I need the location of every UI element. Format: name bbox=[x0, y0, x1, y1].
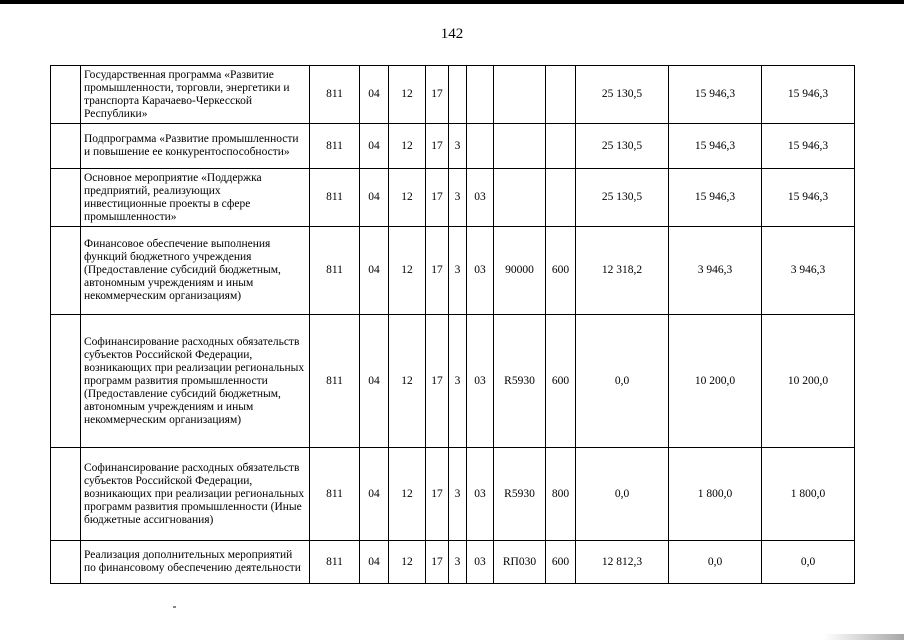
scan-shadow bbox=[824, 634, 904, 640]
table-row bbox=[51, 124, 855, 169]
row-number-cell bbox=[51, 169, 81, 227]
amount-3-cell: 15 946,3 bbox=[762, 169, 855, 227]
event-code-cell: 03 bbox=[467, 541, 494, 584]
ministry-code-cell: 811 bbox=[310, 541, 360, 584]
expense-type-cell bbox=[546, 169, 576, 227]
amount-3-cell: 0,0 bbox=[762, 541, 855, 584]
section-code-cell: 04 bbox=[360, 541, 389, 584]
program-code-cell: 17 bbox=[426, 315, 449, 448]
subprogram-code-cell: 3 bbox=[449, 448, 467, 541]
amount-3-cell: 1 800,0 bbox=[762, 448, 855, 541]
expense-type-cell: 600 bbox=[546, 541, 576, 584]
amount-1-cell: 12 318,2 bbox=[576, 227, 669, 315]
ministry-code-cell: 811 bbox=[310, 169, 360, 227]
item-name-cell: Софинансирование расходных обязательств субъектов Российской Федерации, возникающих при реализации региональных программ развития промышленности (Предоставление субсидий бюджетным, автономным учреждениям и иным некоммерческим организациям) bbox=[81, 315, 310, 448]
subsection-code-cell: 12 bbox=[389, 448, 426, 541]
item-name-cell: Реализация дополнительных мероприятий по финансовому обеспечению деятельности bbox=[81, 541, 310, 584]
program-code-cell: 17 bbox=[426, 541, 449, 584]
direction-code-cell: R5930 bbox=[494, 448, 546, 541]
subprogram-code-cell bbox=[449, 66, 467, 124]
program-code-cell: 17 bbox=[426, 448, 449, 541]
amount-2-cell: 15 946,3 bbox=[669, 124, 762, 169]
program-code-cell: 17 bbox=[426, 124, 449, 169]
event-code-cell bbox=[467, 66, 494, 124]
direction-code-cell: 90000 bbox=[494, 227, 546, 315]
table-row bbox=[51, 169, 855, 227]
amount-2-cell: 1 800,0 bbox=[669, 448, 762, 541]
top-border-rule bbox=[0, 0, 904, 4]
amount-1-cell: 12 812,3 bbox=[576, 541, 669, 584]
amount-3-cell: 15 946,3 bbox=[762, 66, 855, 124]
direction-code-cell bbox=[494, 124, 546, 169]
amount-1-cell: 25 130,5 bbox=[576, 169, 669, 227]
section-code-cell: 04 bbox=[360, 227, 389, 315]
direction-code-cell: RП030 bbox=[494, 541, 546, 584]
amount-1-cell: 25 130,5 bbox=[576, 124, 669, 169]
amount-1-cell: 0,0 bbox=[576, 448, 669, 541]
scan-speck bbox=[173, 606, 176, 608]
amount-2-cell: 3 946,3 bbox=[669, 227, 762, 315]
program-code-cell: 17 bbox=[426, 66, 449, 124]
ministry-code-cell: 811 bbox=[310, 66, 360, 124]
row-number-cell bbox=[51, 124, 81, 169]
item-name-cell: Софинансирование расходных обязательств субъектов Российской Федерации, возникающих при реализации региональных программ развития промышленности (Иные бюджетные ассигнования) bbox=[81, 448, 310, 541]
row-number-cell bbox=[51, 66, 81, 124]
row-number-cell bbox=[51, 227, 81, 315]
table-row bbox=[51, 66, 855, 124]
program-code-cell: 17 bbox=[426, 227, 449, 315]
event-code-cell: 03 bbox=[467, 227, 494, 315]
row-number-cell bbox=[51, 315, 81, 448]
amount-2-cell: 15 946,3 bbox=[669, 169, 762, 227]
item-name-cell: Основное мероприятие «Поддержка предприятий, реализующих инвестиционные проекты в сфере промышленности» bbox=[81, 169, 310, 227]
subsection-code-cell: 12 bbox=[389, 227, 426, 315]
expense-type-cell: 800 bbox=[546, 448, 576, 541]
subsection-code-cell: 12 bbox=[389, 315, 426, 448]
event-code-cell bbox=[467, 124, 494, 169]
section-code-cell: 04 bbox=[360, 448, 389, 541]
amount-2-cell: 0,0 bbox=[669, 541, 762, 584]
item-name-cell: Подпрограмма «Развитие промышленности и повышение ее конкурентоспособности» bbox=[81, 124, 310, 169]
amount-1-cell: 25 130,5 bbox=[576, 66, 669, 124]
section-code-cell: 04 bbox=[360, 66, 389, 124]
event-code-cell: 03 bbox=[467, 448, 494, 541]
subprogram-code-cell: 3 bbox=[449, 169, 467, 227]
expense-type-cell: 600 bbox=[546, 227, 576, 315]
expense-type-cell: 600 bbox=[546, 315, 576, 448]
amount-3-cell: 3 946,3 bbox=[762, 227, 855, 315]
ministry-code-cell: 811 bbox=[310, 227, 360, 315]
section-code-cell: 04 bbox=[360, 169, 389, 227]
section-code-cell: 04 bbox=[360, 124, 389, 169]
table-row bbox=[51, 315, 855, 448]
subprogram-code-cell: 3 bbox=[449, 124, 467, 169]
subsection-code-cell: 12 bbox=[389, 169, 426, 227]
table-row bbox=[51, 227, 855, 315]
table-row bbox=[51, 448, 855, 541]
subsection-code-cell: 12 bbox=[389, 66, 426, 124]
event-code-cell: 03 bbox=[467, 169, 494, 227]
amount-1-cell: 0,0 bbox=[576, 315, 669, 448]
direction-code-cell bbox=[494, 66, 546, 124]
subprogram-code-cell: 3 bbox=[449, 227, 467, 315]
ministry-code-cell: 811 bbox=[310, 315, 360, 448]
amount-3-cell: 10 200,0 bbox=[762, 315, 855, 448]
subsection-code-cell: 12 bbox=[389, 541, 426, 584]
page-number: 142 bbox=[440, 26, 464, 42]
subsection-code-cell: 12 bbox=[389, 124, 426, 169]
expense-type-cell bbox=[546, 124, 576, 169]
item-name-cell: Финансовое обеспечение выполнения функций бюджетного учреждения (Предоставление субсидий бюджетным, автономным учреждениям и иным некоммерческим организациям) bbox=[81, 227, 310, 315]
direction-code-cell: R5930 bbox=[494, 315, 546, 448]
budget-table bbox=[50, 65, 855, 584]
amount-3-cell: 15 946,3 bbox=[762, 124, 855, 169]
amount-2-cell: 10 200,0 bbox=[669, 315, 762, 448]
table-row bbox=[51, 541, 855, 584]
expense-type-cell bbox=[546, 66, 576, 124]
subprogram-code-cell: 3 bbox=[449, 315, 467, 448]
subprogram-code-cell: 3 bbox=[449, 541, 467, 584]
ministry-code-cell: 811 bbox=[310, 124, 360, 169]
item-name-cell: Государственная программа «Развитие промышленности, торговли, энергетики и транспорта Карачаево-Черкесской Республики» bbox=[81, 66, 310, 124]
amount-2-cell: 15 946,3 bbox=[669, 66, 762, 124]
direction-code-cell bbox=[494, 169, 546, 227]
event-code-cell: 03 bbox=[467, 315, 494, 448]
row-number-cell bbox=[51, 541, 81, 584]
row-number-cell bbox=[51, 448, 81, 541]
ministry-code-cell: 811 bbox=[310, 448, 360, 541]
section-code-cell: 04 bbox=[360, 315, 389, 448]
program-code-cell: 17 bbox=[426, 169, 449, 227]
